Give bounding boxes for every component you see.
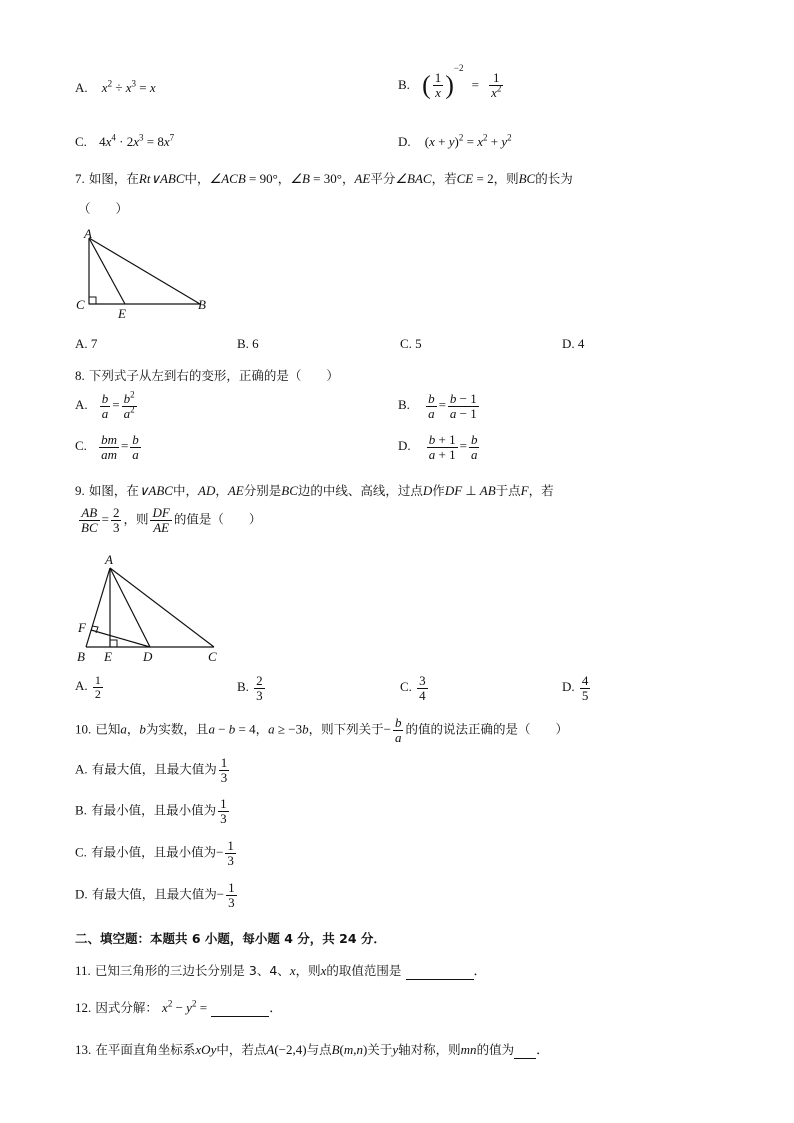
- question-8-stem: [75, 366, 339, 384]
- fraction-denominator: 2: [94, 686, 101, 701]
- option-label: C.: [75, 844, 87, 860]
- option-label: D.: [75, 886, 88, 902]
- stem-text: 已知: [95, 721, 121, 737]
- stem-text: 在平面直角坐标系: [95, 1042, 196, 1057]
- answer-paren: （ ）: [78, 201, 129, 216]
- stem-text: ．: [473, 963, 487, 978]
- q8-option-a: A. $\frac{b}{a}$ = $\frac{b^2}{a^2}$: [75, 389, 135, 421]
- option-text: 有最大值，且最大值为: [91, 761, 217, 777]
- stem-text: 因式分解：: [95, 1000, 158, 1015]
- q7-option-d: [562, 336, 584, 352]
- vertex-label-b: B: [77, 649, 85, 664]
- vertex-label-c: C: [76, 297, 85, 312]
- q7-triangle-figure: [74, 226, 214, 321]
- answer-blank: [406, 964, 474, 980]
- q10-option-d: [75, 881, 239, 909]
- stem-text: 中，若点: [216, 1042, 267, 1057]
- q8-option-b: B. $\frac{b}{a}$ = $\frac{b - 1}{a - 1}$: [398, 391, 477, 421]
- stem-text: 关于: [367, 1042, 393, 1057]
- q6-option-b: [398, 63, 505, 101]
- stem-text: 的值为: [476, 1042, 515, 1057]
- option-text: 有最小值，且最小值为: [91, 802, 217, 818]
- stem-text: ，则: [493, 171, 519, 186]
- option-label: B.: [398, 77, 410, 92]
- q9-triangle-figure: [74, 552, 224, 668]
- question-12: 12. 因式分解： $x^2 - y^2$ = ．: [75, 998, 283, 1015]
- stem-text: 如图，在: [88, 171, 139, 186]
- option-label: C.: [400, 679, 412, 695]
- stem-text: 中，: [172, 483, 198, 498]
- vertex-label-c: C: [208, 649, 217, 664]
- option-text: 有最大值，且最大值为: [91, 886, 217, 902]
- option-label: A.: [75, 336, 88, 351]
- option-sign: −: [216, 844, 224, 860]
- stem-text: ，: [215, 483, 228, 498]
- stem-text: 的值是（ ）: [173, 511, 262, 527]
- stem-text: ，: [126, 721, 140, 737]
- fraction-denominator: 3: [228, 894, 235, 910]
- stem-text: ，若: [528, 483, 554, 498]
- option-label: B.: [237, 336, 249, 351]
- fraction-denominator: 3: [256, 687, 263, 703]
- stem-text: 为实数，且: [145, 721, 209, 737]
- option-value: 4: [577, 336, 585, 351]
- fraction-numerator: 1: [220, 796, 227, 811]
- answer-blank: [514, 1043, 536, 1059]
- stem-text: ，: [277, 171, 291, 186]
- vertex-label-d: D: [143, 649, 153, 664]
- fraction-numerator: 1: [220, 755, 228, 770]
- stem-text: 下列式子从左到右的变形，正确的是（ ）: [88, 368, 339, 383]
- q10-option-a: [75, 756, 231, 784]
- answer-blank: [211, 1001, 269, 1017]
- question-number: 7.: [75, 171, 85, 186]
- fraction-denominator: 3: [220, 810, 227, 826]
- q6-c-expression: $4x^4 \cdot 2x^3 = 8x^7$: [99, 132, 175, 149]
- section-heading: 二、填空题：本题共 6 小题，每小题 4 分，共 24 分．: [75, 931, 386, 946]
- stem-text: 平分: [370, 171, 396, 186]
- fraction-numerator: 1: [94, 673, 101, 687]
- q10-option-c: [75, 839, 238, 867]
- q6-option-c: [75, 134, 174, 150]
- option-label: B.: [237, 679, 249, 695]
- q6-option-d: [398, 134, 512, 150]
- option-label: A.: [75, 397, 88, 413]
- question-10-stem: 10. 已知a，b为实数，且a − b = 4，a ≥ −3b，则下列关于− $\frac{b}{a}$ 的值的说法正确的是（ ）: [75, 715, 568, 745]
- fraction-numerator: 1: [228, 880, 235, 895]
- stem-text: 与点: [306, 1042, 332, 1057]
- vertex-label-b: B: [198, 297, 206, 312]
- q9-option-d: [562, 674, 592, 702]
- stem-text: 分别是: [243, 483, 282, 498]
- stem-text: ，若: [431, 171, 457, 186]
- question-11: 11. 已知三角形的三边长分别是 3、4、x，则x的取值范围是 ．: [75, 963, 487, 978]
- vertex-label-a: A: [84, 226, 92, 241]
- q7-option-c: [400, 336, 422, 352]
- q8-option-d: D. $\frac{b + 1}{a + 1}$ = $\frac{b}{a}$: [398, 432, 478, 462]
- question-number: 8.: [75, 368, 85, 383]
- vertex-label-e: E: [118, 306, 126, 321]
- option-value: 7: [90, 336, 98, 351]
- stem-text: 的取值范围是: [326, 963, 402, 978]
- question-number: 9.: [75, 483, 85, 498]
- option-value: 5: [415, 336, 422, 351]
- stem-text: 的值的说法正确的是（ ）: [405, 721, 568, 737]
- stem-text: 中，: [184, 171, 210, 186]
- stem-text: ，: [255, 721, 269, 737]
- stem-text: 轴对称，则: [398, 1042, 461, 1057]
- fraction-denominator: 4: [419, 687, 426, 703]
- q10-option-b: [75, 797, 231, 825]
- stem-text: ．: [536, 1042, 550, 1057]
- fraction-denominator: 3: [220, 769, 228, 785]
- question-13: 13. 在平面直角坐标系xOy中，若点A(−2,4)与点B(m,n)关于y轴对称，则mn的值为 ．: [75, 1042, 550, 1057]
- option-label: D.: [562, 336, 575, 351]
- vertex-label-f: F: [78, 620, 86, 635]
- option-label: A.: [75, 678, 88, 694]
- question-9-stem: 9. 如图，在∨ABC中，AD，AE分别是BC边的中线、高线，过点D作DF ⊥ AB于点F，若: [75, 483, 554, 498]
- stem-text: 如图，在: [88, 483, 139, 498]
- stem-text: 的长为: [535, 171, 573, 186]
- question-number: 13.: [75, 1042, 92, 1057]
- q9-condition: $\frac{AB}{BC}$ = $\frac{2}{3}$ ，则 $\frac{DF}{AE}$ 的值是（ ）: [81, 505, 262, 535]
- fraction-numerator: 1: [227, 838, 234, 853]
- option-label: D.: [398, 438, 411, 454]
- stem-text: 作: [432, 483, 445, 498]
- stem-text: ，则下列关于: [308, 721, 384, 737]
- option-label: A.: [75, 761, 88, 777]
- option-value: 6: [252, 336, 259, 351]
- question-number: 11.: [75, 963, 91, 978]
- option-label: C.: [400, 336, 412, 351]
- option-label: C.: [75, 438, 87, 454]
- option-label: B.: [75, 802, 87, 818]
- stem-text: 于点: [495, 483, 521, 498]
- q6-option-a: [75, 80, 156, 96]
- question-number: 10.: [75, 721, 92, 737]
- option-text: 有最小值，且最小值为: [91, 844, 217, 860]
- option-label: D.: [562, 679, 575, 695]
- q6-d-expression: $(x + y)^2 = x^2 + y^2$: [424, 132, 512, 149]
- stem-text: 边的中线、高线，过点: [297, 483, 423, 498]
- q9-option-a: [75, 674, 105, 700]
- q6-a-expression: $x^2 \div x^3 = x$: [101, 78, 156, 95]
- q9-option-c: [400, 674, 430, 702]
- question-7-stem: 7. 如图，在Rt∨ABC中，∠ACB = 90°，∠B = 30°，AE平分∠BAC，若CE = 2，则BC的长为: [75, 171, 573, 186]
- fraction-denominator: 3: [227, 852, 234, 868]
- fraction-numerator: 4: [581, 673, 589, 688]
- option-sign: −: [216, 886, 225, 902]
- fraction-numerator: 3: [419, 673, 426, 688]
- q9-option-b: [237, 674, 267, 702]
- vertex-label-a: A: [105, 552, 113, 567]
- fraction-numerator: 2: [256, 673, 263, 688]
- question-number: 12.: [75, 1000, 92, 1015]
- q6-b-expression: ( $\frac{1}{x}$ )$^{-2}$ = $\frac{1}{x^2}$: [422, 63, 502, 100]
- stem-text: ．: [269, 1000, 283, 1015]
- stem-text: ，则: [295, 963, 321, 978]
- vertex-label-e: E: [104, 649, 112, 664]
- option-label: D.: [398, 134, 411, 149]
- stem-text: ，: [341, 171, 355, 186]
- q7-option-b: [237, 336, 259, 352]
- q8-option-c: C. $\frac{bm}{am}$ = $\frac{b}{a}$: [75, 432, 139, 462]
- q7-option-a: [75, 336, 97, 352]
- option-label: A.: [75, 80, 88, 95]
- fraction-denominator: 5: [581, 687, 589, 703]
- stem-text: ，则: [123, 511, 149, 527]
- stem-text: 已知三角形的三边长分别是 3、4、: [94, 963, 290, 978]
- option-label: C.: [75, 134, 87, 149]
- option-label: B.: [398, 397, 410, 413]
